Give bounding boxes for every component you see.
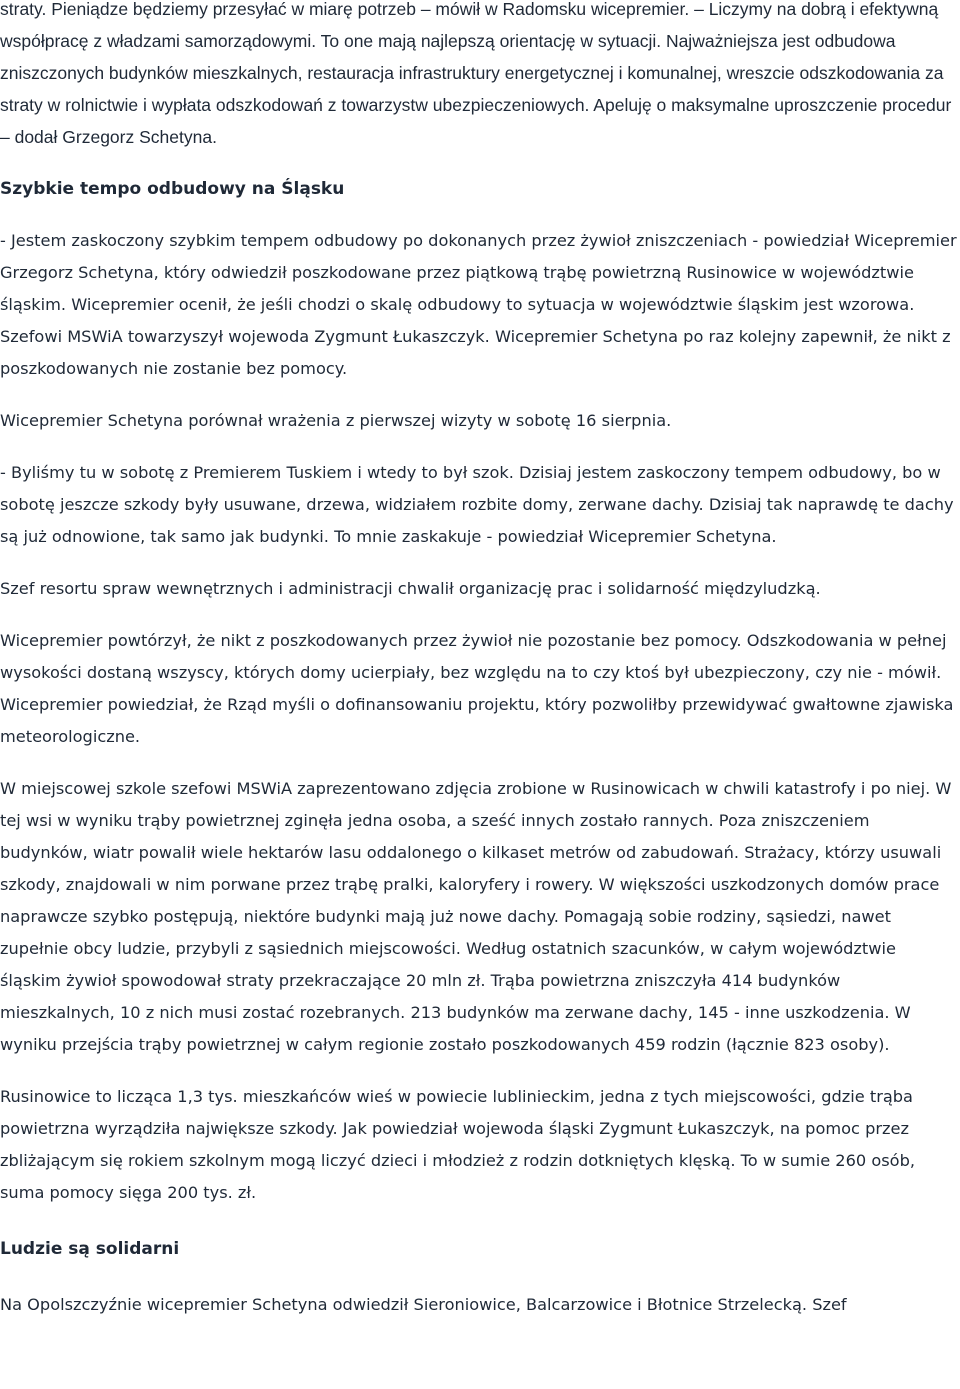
article-paragraph: Na Opolszczyźnie wicepremier Schetyna odwiedził Sieroniowice, Balcarzowice i Błotnice Strzelecką. Szef: [0, 1295, 847, 1314]
spacer: [0, 205, 960, 225]
spacer: [0, 385, 960, 405]
section-heading: Ludzie są solidarni: [0, 1239, 180, 1259]
spacer: [0, 1265, 960, 1289]
spacer: [0, 753, 960, 773]
spacer: [0, 153, 960, 173]
spacer: [0, 553, 960, 573]
article-paragraph: - Byliśmy tu w sobotę z Premierem Tuskiem i wtedy to był szok. Dzisiaj jestem zaskoczony tempem odbudowy, bo w sobotę jeszcze szkody były usuwane, drzewa, widziałem rozbite domy, zerwane dachy. Dzisiaj tak naprawdę te dachy są już odnowione, tak samo jak budynki. To mnie zaskakuje - powiedział Wicepremier Schetyna.: [0, 463, 954, 546]
article-paragraph: Wicepremier powtórzył, że nikt z poszkodowanych przez żywioł nie pozostanie bez pomocy. Odszkodowania w pełnej wysokości dostaną wszyscy, których domy ucierpiały, bez względu na to czy ktoś był ubezpieczony, czy nie - mówił. Wicepremier powiedział, że Rząd myśli o dofinansowaniu projektu, który pozwoliłby przewidywać gwałtowne zjawiska meteorologiczne.: [0, 631, 954, 746]
section-heading: Szybkie tempo odbudowy na Śląsku: [0, 179, 345, 199]
article-paragraph: Szef resortu spraw wewnętrznych i administracji chwalił organizację prac i solidarność międzyludzką.: [0, 579, 821, 598]
intro-paragraph: straty. Pieniądze będziemy przesyłać w miarę potrzeb – mówił w Radomsku wicepremier. – Liczymy na dobrą i efektywną współpracę z władzami samorządowymi. To one mają najlepszą orientację w sytuacji. Najważniejsza jest odbudowa zniszczonych budynków mieszkalnych, restauracja infrastruktury energetycznej i komunalnej, wreszcie odszkodowania za straty w rolnictwie i wypłata odszkodowań z towarzystw ubezpieczeniowych. Apeluję o maksymalne uproszczenie procedur – dodał Grzegorz Schetyna.: [0, 0, 952, 147]
article-paragraph: Rusinowice to licząca 1,3 tys. mieszkańców wieś w powiecie lublinieckim, jedna z tych miejscowości, gdzie trąba powietrzna wyrządziła największe szkody. Jak powiedział wojewoda śląski Zygmunt Łukaszczyk, na pomoc przez zbliżającym się rokiem szkolnym mogą liczyć dzieci i młodzież z rodzin dotkniętych klęską. To w sumie 260 osób, suma pomocy sięga 200 tys. zł.: [0, 1087, 916, 1202]
article-paragraph: Wicepremier Schetyna porównał wrażenia z pierwszej wizyty w sobotę 16 sierpnia.: [0, 411, 672, 430]
spacer: [0, 1209, 960, 1233]
spacer: [0, 605, 960, 625]
spacer: [0, 1061, 960, 1081]
article-paragraph: - Jestem zaskoczony szybkim tempem odbudowy po dokonanych przez żywioł zniszczeniach - powiedział Wicepremier Grzegorz Schetyna, który odwiedził poszkodowane przez piątkową trąbę powietrzną Rusinowice w województwie śląskim. Wicepremier ocenił, że jeśli chodzi o skalę odbudowy to sytuacja w województwie śląskim jest wzorowa. Szefowi MSWiA towarzyszył wojewoda Zygmunt Łukaszczyk. Wicepremier Schetyna po raz kolejny zapewnił, że nikt z poszkodowanych nie zostanie bez pomocy.: [0, 231, 957, 378]
article-paragraph: W miejscowej szkole szefowi MSWiA zaprezentowano zdjęcia zrobione w Rusinowicach w chwili katastrofy i po niej. W tej wsi w wyniku trąby powietrznej zginęła jedna osoba, a sześć innych zostało rannych. Poza zniszczeniem budynków, wiatr powalił wiele hektarów lasu oddalonego o kilkaset metrów od zabudowań. Strażacy, którzy usuwali szkody, znajdowali w nim porwane przez trąbę pralki, kaloryfery i rowery. W większości uszkodzonych domów prace naprawcze szybko postępują, niektóre budynki mają już nowe dachy. Pomagają sobie rodziny, sąsiedzi, nawet zupełnie obcy ludzie, przybyli z sąsiednich miejscowości. Według ostatnich szacunków, w całym województwie śląskim żywioł spowodował straty przekraczające 20 mln zł. Trąba powietrzna zniszczyła 414 budynków mieszkalnych, 10 z nich musi zostać rozebranych. 213 budynków ma zerwane dachy, 145 - inne uszkodzenia. W wyniku przejścia trąby powietrznej w całym regionie zostało poszkodowanych 459 rodzin (łącznie 823 osoby).: [0, 779, 952, 1054]
spacer: [0, 437, 960, 457]
